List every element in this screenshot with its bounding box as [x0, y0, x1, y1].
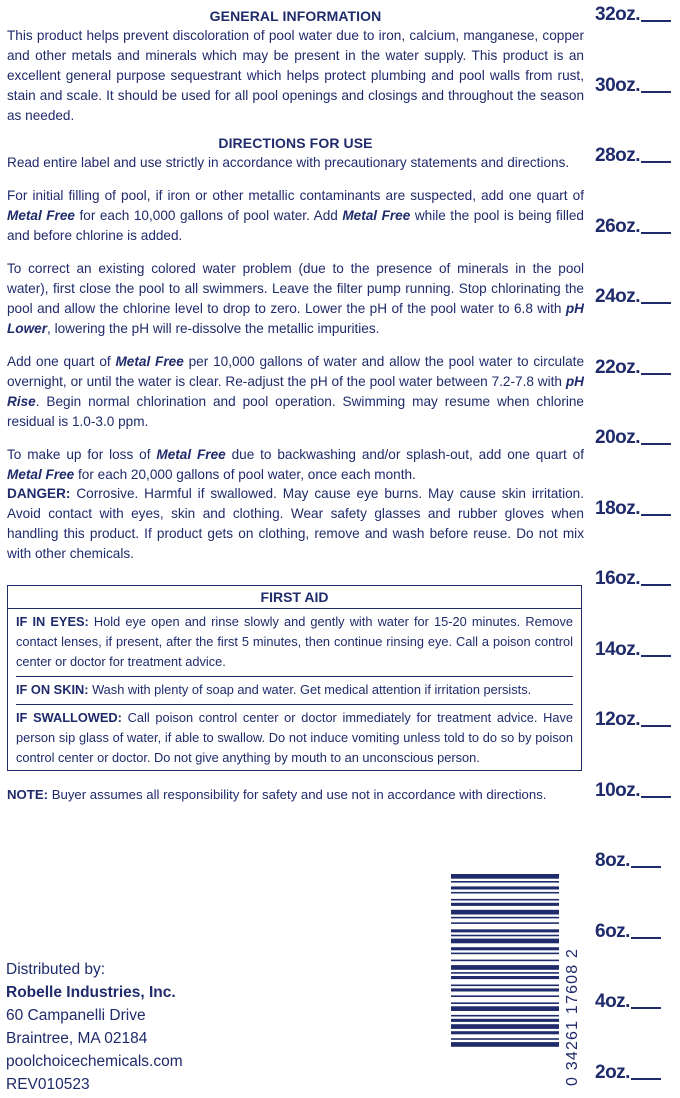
scale-mark-16oz: 16oz. — [595, 568, 680, 590]
general-information-text: This product helps prevent discoloration of pool water due to iron, calcium, manganese, copper and other metals and minerals which may be present in the water supply. This product is an excellent general purpose sequestrant which helps protect plumbing and pool walls from rust, stain and scale. It should be used for all pool openings and closings and throughout the season as needed. — [7, 28, 584, 123]
scale-mark-4oz: 4oz. — [595, 991, 680, 1013]
first-aid-box — [7, 585, 582, 771]
danger-label: DANGER: — [7, 486, 71, 501]
scale-mark-22oz: 22oz. — [595, 357, 680, 379]
directions-paragraph-3: To correct an existing colored water problem (due to the presence of minerals in the pool water), first close the pool to all swimmers. Leave the filter pump running. Stop chlorinating the pool and allow the chlorine level to drop to zero. Lower the pH of the pool water to 6.8 with pH Lower, lowering the pH will re-dissolve the metallic impurities. — [7, 261, 584, 336]
directions-paragraph-2: For initial filling of pool, if iron or other metallic contaminants are suspected, add one quart of Metal Free for each 10,000 gallons of pool water. Add Metal Free while the pool is being filled and before chlorine is added. — [7, 188, 584, 243]
first-aid-swallowed: IF SWALLOWED: Call poison control center or doctor immediately for treatment advice. Have person sip glass of water, if able to swallow. Do not induce vomiting unless told to do so by poison control center or doctor. Do not give anything by mouth to an unconscious person. — [16, 710, 574, 765]
distributor-website: poolchoicechemicals.com — [6, 1053, 183, 1070]
first-aid-skin: IF ON SKIN: Wash with plenty of soap and water. Get medical attention if irritation persists. — [16, 677, 573, 705]
scale-mark-2oz: 2oz. — [595, 1062, 680, 1084]
directions-paragraph-5: To make up for loss of Metal Free due to backwashing and/or splash-out, add one quart of Metal Free for each 20,000 gallons of pool water, once each month. — [7, 447, 584, 482]
general-information-heading: GENERAL INFORMATION — [209, 8, 382, 24]
scale-mark-28oz: 28oz. — [595, 145, 680, 167]
scale-mark-6oz: 6oz. — [595, 921, 680, 943]
general-information-section — [7, 8, 584, 126]
scale-mark-30oz: 30oz. — [595, 75, 680, 97]
distributor-name: Robelle Industries, Inc. — [6, 984, 176, 1001]
distributed-by-label: Distributed by: — [6, 961, 106, 978]
barcode-bars — [451, 874, 559, 1047]
distributor-block — [6, 958, 183, 1073]
first-aid-heading: FIRST AID — [8, 586, 581, 609]
buyer-note: NOTE: Buyer assumes all responsibility for safety and use not in accordance with directions. — [7, 787, 547, 802]
scale-mark-8oz: 8oz. — [595, 850, 680, 872]
scale-mark-24oz: 24oz. — [595, 286, 680, 308]
directions-paragraph-4: Add one quart of Metal Free per 10,000 gallons of water and allow the pool water to circulate overnight, or until the water is clear. Re-adjust the pH of the pool water between 7.2-7.8 with pH Rise. Begin normal chlorination and pool operation. Swimming may resume when chlorine residual is 1.0-3.0 ppm. — [7, 354, 584, 429]
scale-mark-26oz: 26oz. — [595, 216, 680, 238]
barcode-digits: 0 34261 17608 2 — [564, 947, 581, 1086]
danger-statement — [7, 484, 584, 564]
distributor-city: Braintree, MA 02184 — [6, 1030, 148, 1047]
scale-mark-18oz: 18oz. — [595, 498, 680, 520]
scale-mark-12oz: 12oz. — [595, 709, 680, 731]
directions-heading: DIRECTIONS FOR USE — [218, 135, 373, 151]
volume-scale — [595, 0, 680, 1098]
revision-code: REV010523 — [6, 1076, 90, 1093]
scale-mark-20oz: 20oz. — [595, 427, 680, 449]
barcode — [449, 872, 579, 1090]
scale-mark-10oz: 10oz. — [595, 780, 680, 802]
scale-mark-32oz: 32oz. — [595, 4, 680, 26]
directions-section — [7, 135, 584, 485]
danger-text: Corrosive. Harmful if swallowed. May cause eye burns. May cause skin irritation. Avoid contact with eyes, skin and clothing. Wear safety glasses and rubber gloves when handling this product. If product gets on clothing, remove and wash before reuse. Do not mix with other chemicals. — [7, 486, 584, 561]
first-aid-eyes: IF IN EYES: Hold eye open and rinse slowly and gently with water for 15-20 minutes. Remove contact lenses, if present, after the first 5 minutes, then continue rinsing eye. Call a poison control center or doctor for treatment advice. — [16, 609, 573, 677]
directions-paragraph-1: Read entire label and use strictly in accordance with precautionary statements and directions. — [7, 155, 570, 170]
scale-mark-14oz: 14oz. — [595, 639, 680, 661]
distributor-street: 60 Campanelli Drive — [6, 1007, 146, 1024]
